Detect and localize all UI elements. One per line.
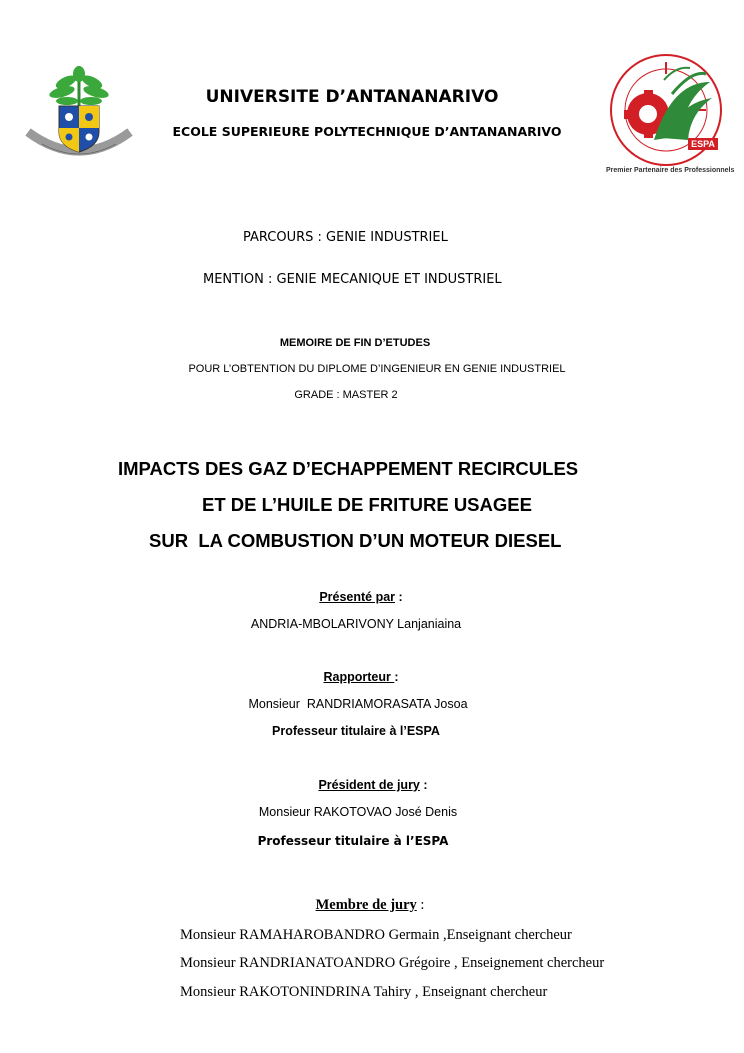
mention: MENTION : GENIE MECANIQUE ET INDUSTRIEL [203,272,502,287]
thesis-purpose: POUR L’OBTENTION DU DIPLOME D’INGENIEUR EN GENIE INDUSTRIEL [188,363,566,375]
presented-by-suffix: : [395,590,403,604]
thesis-title-line-2: ET DE L’HUILE DE FRITURE USAGEE [202,494,532,515]
rapporteur-heading [323,670,398,684]
jury-member: Monsieur RAKOTONINDRINA Tahiry , Enseignant chercheur [180,984,548,1000]
rapporteur-label: Rapporteur [323,670,395,684]
rapporteur-title: Professeur titulaire à l’ESPA [272,724,440,738]
school-name: ECOLE SUPERIEURE POLYTECHNIQUE D’ANTANANARIVO [172,124,562,139]
jury-suffix: : [416,897,425,913]
jury-heading [316,897,425,914]
thesis-type: MEMOIRE DE FIN D’ETUDES [279,337,431,349]
student-name: ANDRIA-MBOLARIVONY Lanjaniaina [250,617,462,631]
jury-label: Membre de jury [315,897,417,913]
parcours: PARCOURS : GENIE INDUSTRIEL [243,230,448,245]
espa-tagline: Premier Partenaire des Professionnels [606,167,735,174]
president-suffix: : [419,778,428,792]
presented-by-heading [319,590,402,604]
president-label: Président de jury [318,778,420,792]
presented-by-label: Présenté par [319,590,396,604]
svg-text:ESPA: ESPA [691,139,715,149]
jury-member: Monsieur RANDRIANATOANDRO Grégoire , Enseignement chercheur [180,955,605,971]
president-title: Professeur titulaire à l’ESPA [257,834,449,848]
thesis-title-line-1: IMPACTS DES GAZ D’ECHAPPEMENT RECIRCULES [118,458,579,479]
university-crest-icon [22,62,137,162]
university-name: UNIVERSITE D’ANTANANARIVO [205,87,499,107]
espa-logo-icon [602,52,735,182]
president-name: Monsieur RAKOTOVAO José Denis [258,805,458,819]
jury-member: Monsieur RAMAHAROBANDRO Germain ,Enseignant chercheur [180,927,572,943]
president-heading [318,778,427,792]
thesis-grade: GRADE : MASTER 2 [294,389,398,401]
rapporteur-name: Monsieur RANDRIAMORASATA Josoa [248,697,468,711]
thesis-title-line-3: SUR LA COMBUSTION D’UN MOTEUR DIESEL [149,530,562,551]
rapporteur-suffix: : [394,670,399,684]
